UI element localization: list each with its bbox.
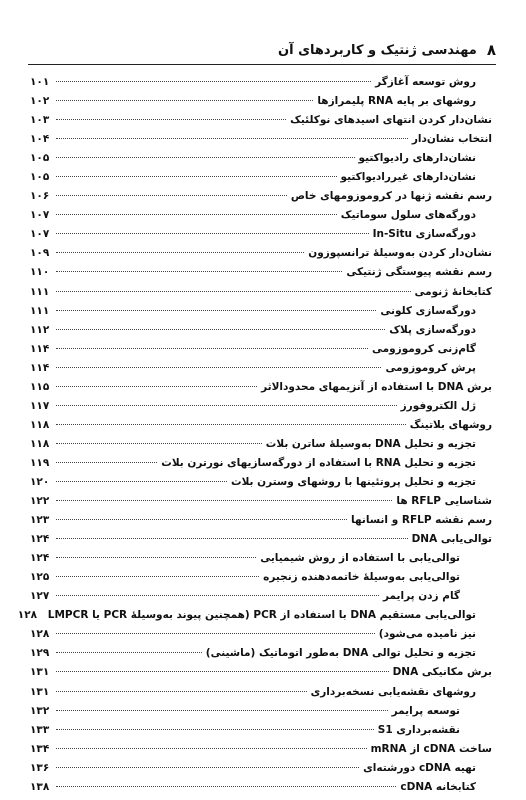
toc-entry bbox=[30, 419, 492, 438]
table-of-contents bbox=[17, 76, 492, 800]
dot-leader bbox=[56, 329, 385, 330]
toc-entry-title: نیز نامیده می‌شود) bbox=[378, 628, 476, 641]
header-rule bbox=[28, 64, 496, 65]
toc-entry bbox=[30, 266, 492, 285]
toc-entry-title: پرش کروموزومی bbox=[385, 361, 476, 374]
toc-entry-title: ژل الکتروفورز bbox=[400, 399, 476, 412]
toc-entry-title: دورگه‌سازی In-Situ bbox=[372, 228, 476, 241]
toc-entry-page: ۱۱۴ bbox=[30, 361, 50, 374]
dot-leader bbox=[56, 481, 227, 482]
toc-entry-page: ۱۰۲ bbox=[30, 95, 50, 108]
toc-entry-title: دورگه‌سازی پلاک bbox=[389, 323, 476, 336]
toc-entry-page: ۱۱۱ bbox=[30, 304, 50, 317]
toc-entry bbox=[30, 571, 492, 590]
dot-leader bbox=[56, 233, 369, 234]
dot-leader bbox=[56, 119, 286, 120]
toc-entry-page: ۱۰۴ bbox=[30, 133, 50, 146]
toc-entry-title: روشهای نقشه‌یابی نسخه‌برداری bbox=[310, 685, 476, 698]
toc-entry-page: ۱۰۹ bbox=[30, 247, 50, 260]
toc-entry bbox=[30, 666, 492, 685]
toc-entry-page: ۱۱۰ bbox=[30, 266, 50, 279]
dot-leader bbox=[56, 671, 389, 672]
dot-leader bbox=[56, 557, 256, 558]
toc-entry-title: نشان‌دار کردن به‌وسیلهٔ ترانسپوزون bbox=[308, 247, 492, 260]
toc-entry-title: تجزیه و تحلیل پروتئینها با روشهای وسترن بلات bbox=[231, 475, 476, 488]
toc-entry bbox=[30, 686, 492, 705]
toc-entry-title: تجزیه و تحلیل توالی DNA به‌طور اتوماتیک (ماشینی) bbox=[205, 647, 476, 660]
toc-entry bbox=[30, 590, 492, 609]
dot-leader bbox=[56, 271, 342, 272]
toc-entry-page: ۱۰۵ bbox=[30, 171, 50, 184]
book-title: مهندسی ژنتیک و کاربردهای آن bbox=[278, 42, 477, 58]
toc-entry-page: ۱۲۷ bbox=[30, 590, 50, 603]
toc-entry-title: روش توسعه آغازگر bbox=[375, 76, 476, 88]
toc-entry-title: روشهای بر پایه RNA پلیمرازها bbox=[317, 95, 476, 108]
toc-entry bbox=[30, 628, 492, 647]
dot-leader bbox=[56, 291, 411, 292]
dot-leader bbox=[56, 100, 313, 101]
toc-entry-title: نقشه‌برداری S1 bbox=[377, 723, 460, 736]
toc-entry-page: ۱۱۲ bbox=[30, 323, 50, 336]
toc-entry bbox=[30, 343, 492, 362]
dot-leader bbox=[56, 81, 371, 82]
toc-entry-title: کتابخانه cDNA bbox=[400, 780, 476, 793]
toc-entry bbox=[17, 609, 492, 628]
toc-entry bbox=[30, 324, 492, 343]
toc-entry bbox=[30, 457, 492, 476]
dot-leader bbox=[56, 633, 375, 634]
dot-leader bbox=[56, 538, 408, 539]
toc-entry-title: توالی‌یابی DNA bbox=[411, 533, 492, 546]
dot-leader bbox=[56, 500, 392, 501]
toc-entry bbox=[30, 362, 492, 381]
toc-entry-title: گام زدن پرایمر bbox=[382, 590, 460, 603]
dot-leader bbox=[56, 443, 262, 444]
dot-leader bbox=[56, 157, 355, 158]
toc-entry-page: ۱۰۷ bbox=[30, 228, 50, 241]
toc-entry bbox=[30, 476, 492, 495]
toc-entry bbox=[30, 533, 492, 552]
toc-entry-page: ۱۱۸ bbox=[30, 437, 50, 450]
toc-entry-page: ۱۳۳ bbox=[30, 723, 50, 736]
toc-entry-page: ۱۰۶ bbox=[30, 190, 50, 203]
toc-entry-page: ۱۱۸ bbox=[30, 418, 50, 431]
toc-entry-page: ۱۳۸ bbox=[30, 780, 50, 793]
toc-entry bbox=[30, 514, 492, 533]
toc-entry-title: شناسایی RFLP ها bbox=[396, 495, 492, 508]
toc-entry bbox=[30, 495, 492, 514]
toc-entry-page: ۱۱۵ bbox=[30, 380, 50, 393]
toc-entry bbox=[30, 762, 492, 781]
toc-entry-page: ۱۳۱ bbox=[30, 685, 50, 698]
toc-entry-title: ساخت cDNA از mRNA bbox=[370, 742, 492, 755]
dot-leader bbox=[56, 252, 304, 253]
dot-leader bbox=[56, 595, 379, 596]
toc-entry-title: دورگه‌های سلول سوماتیک bbox=[340, 209, 476, 222]
toc-entry-page: ۱۱۱ bbox=[30, 285, 50, 298]
toc-entry-page: ۱۲۸ bbox=[17, 609, 38, 622]
toc-entry-page: ۱۲۲ bbox=[30, 495, 50, 508]
toc-entry bbox=[30, 133, 492, 152]
toc-entry-page: ۱۰۳ bbox=[30, 114, 50, 127]
toc-entry-title: تجزیه و تحلیل RNA با استفاده از دورگه‌سازیهای نورترن بلات bbox=[161, 456, 476, 469]
toc-entry bbox=[30, 381, 492, 400]
toc-entry bbox=[30, 286, 492, 305]
toc-entry bbox=[30, 228, 492, 247]
toc-entry-title: نشان‌دارهای غیررادیواکتیو bbox=[340, 171, 476, 184]
dot-leader bbox=[56, 729, 374, 730]
toc-entry bbox=[30, 705, 492, 724]
toc-entry-title: توالی‌یابی به‌وسیلهٔ خاتمه‌دهنده زنجیره bbox=[263, 571, 460, 584]
dot-leader bbox=[56, 710, 388, 711]
toc-entry-page: ۱۳۶ bbox=[30, 761, 50, 774]
toc-entry-page: ۱۲۳ bbox=[30, 514, 50, 527]
toc-entry-title: نشان‌دارهای رادیواکتیو bbox=[358, 152, 476, 165]
dot-leader bbox=[56, 367, 381, 368]
toc-entry-title: برش مکانیکی DNA bbox=[392, 666, 492, 679]
page-number: ۸ bbox=[486, 41, 496, 59]
running-header bbox=[28, 40, 496, 60]
dot-leader bbox=[56, 462, 157, 463]
toc-entry-title: نشان‌دار کردن انتهای اسیدهای نوکلئیک bbox=[290, 114, 492, 127]
toc-entry bbox=[30, 743, 492, 762]
toc-entry bbox=[30, 171, 492, 190]
toc-entry-title: دورگه‌سازی کلونی bbox=[380, 304, 476, 317]
dot-leader bbox=[56, 310, 376, 311]
toc-entry-page: ۱۱۷ bbox=[30, 399, 50, 412]
toc-entry-title: کتابخانهٔ ژنومی bbox=[414, 285, 492, 298]
dot-leader bbox=[56, 748, 367, 749]
dot-leader bbox=[56, 348, 368, 349]
toc-entry bbox=[30, 400, 492, 419]
toc-entry bbox=[30, 305, 492, 324]
dot-leader bbox=[56, 424, 406, 425]
dot-leader bbox=[56, 138, 408, 139]
toc-entry bbox=[30, 438, 492, 457]
dot-leader bbox=[56, 691, 307, 692]
toc-entry bbox=[30, 781, 492, 800]
toc-entry-page: ۱۳۴ bbox=[30, 742, 50, 755]
toc-entry-title: رسم نقشه ژنها در کروموزومهای خاص bbox=[290, 190, 492, 203]
toc-entry-page: ۱۲۵ bbox=[30, 571, 50, 584]
toc-entry bbox=[30, 76, 492, 95]
toc-entry bbox=[30, 647, 492, 666]
toc-entry bbox=[30, 247, 492, 266]
toc-entry-title: توسعه پرایمر bbox=[391, 704, 460, 717]
toc-entry-page: ۱۱۹ bbox=[30, 456, 50, 469]
toc-entry-page: ۱۲۴ bbox=[30, 533, 50, 546]
toc-entry-title: برش DNA با استفاده از آنزیمهای محدودالاثر bbox=[261, 380, 492, 393]
toc-entry-title: گام‌زنی کروموزومی bbox=[372, 342, 476, 355]
dot-leader bbox=[56, 176, 337, 177]
dot-leader bbox=[56, 652, 202, 653]
toc-entry-page: ۱۰۱ bbox=[30, 76, 50, 88]
dot-leader bbox=[56, 786, 396, 787]
toc-entry bbox=[30, 152, 492, 171]
toc-entry-title: تهیه cDNA دورشته‌ای bbox=[363, 761, 476, 774]
dot-leader bbox=[56, 214, 337, 215]
toc-entry-page: ۱۲۴ bbox=[30, 552, 50, 565]
dot-leader bbox=[56, 405, 397, 406]
toc-entry-title: انتخاب نشان‌دار bbox=[411, 133, 492, 146]
toc-entry-page: ۱۱۴ bbox=[30, 342, 50, 355]
toc-entry-page: ۱۰۵ bbox=[30, 152, 50, 165]
dot-leader bbox=[56, 576, 259, 577]
toc-entry bbox=[30, 95, 492, 114]
dot-leader bbox=[56, 195, 287, 196]
toc-entry-page: ۱۲۹ bbox=[30, 647, 50, 660]
dot-leader bbox=[56, 519, 347, 520]
toc-entry-page: ۱۰۷ bbox=[30, 209, 50, 222]
dot-leader bbox=[56, 386, 257, 387]
toc-entry-title: رسم نقشه پیوستگی ژنتیکی bbox=[346, 266, 492, 279]
toc-entry-title: روشهای بلاتینگ bbox=[409, 418, 492, 431]
toc-entry-title: توالی‌یابی با استفاده از روش شیمیایی bbox=[260, 552, 460, 565]
toc-entry bbox=[30, 114, 492, 133]
toc-entry bbox=[30, 552, 492, 571]
toc-entry-title: رسم نقشه RFLP و انسانها bbox=[351, 514, 492, 527]
toc-entry-page: ۱۳۲ bbox=[30, 704, 50, 717]
toc-entry-title: توالی‌یابی مستقیم DNA با استفاده از PCR (همچنین پیوند به‌وسیلهٔ PCR یا LMPCR bbox=[47, 609, 476, 622]
toc-entry-page: ۱۲۰ bbox=[30, 475, 50, 488]
toc-entry bbox=[30, 724, 492, 743]
toc-entry bbox=[30, 190, 492, 209]
toc-entry bbox=[30, 209, 492, 228]
toc-entry-page: ۱۲۸ bbox=[30, 628, 50, 641]
toc-entry-title: تجزیه و تحلیل DNA به‌وسیلهٔ ساترن بلات bbox=[265, 437, 476, 450]
toc-entry-page: ۱۳۱ bbox=[30, 666, 50, 679]
